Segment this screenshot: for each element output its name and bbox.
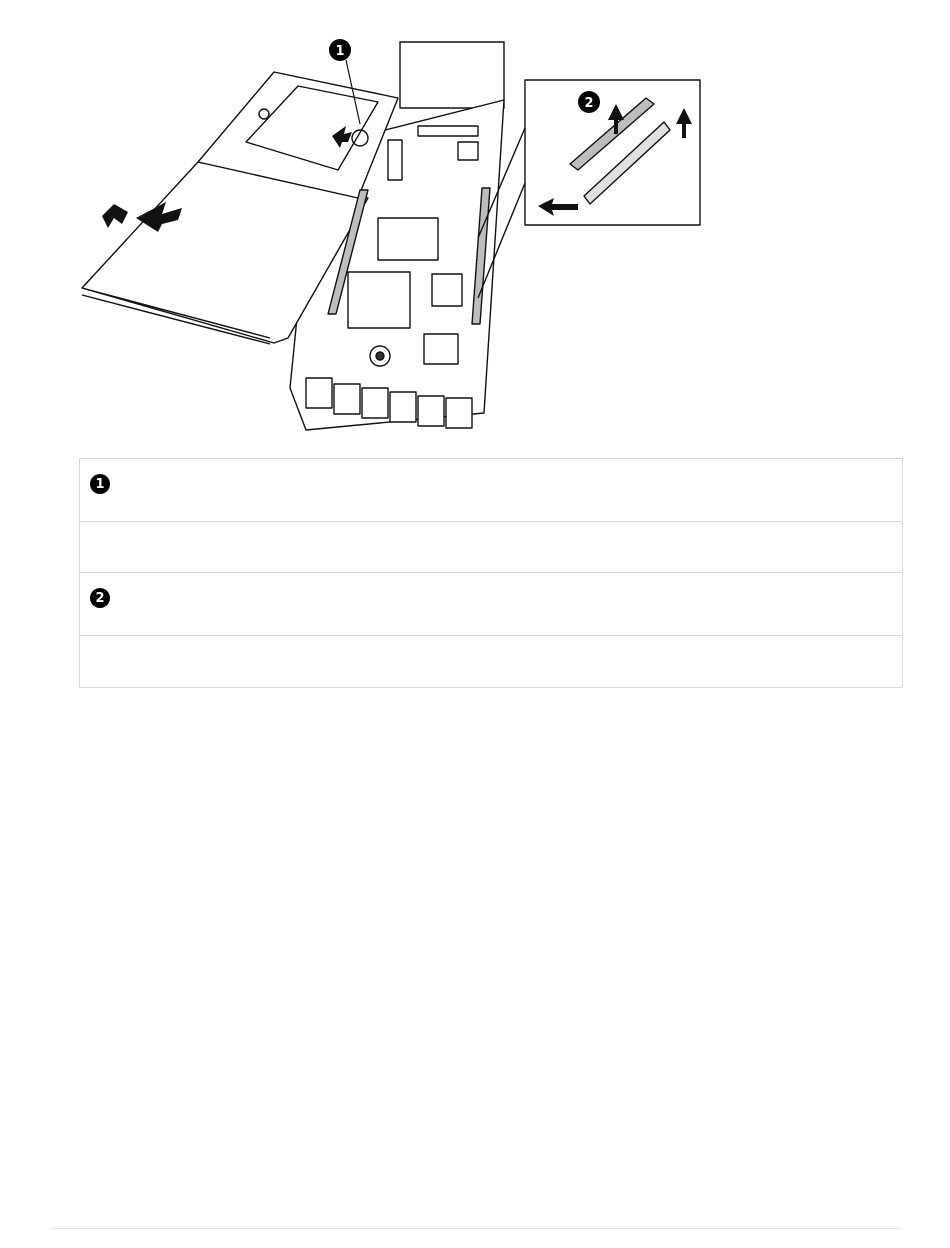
footer-divider (50, 1228, 902, 1229)
heatsink-upper (378, 218, 438, 260)
legend-row-1-description (80, 522, 902, 573)
callout-1-badge: 1 (90, 474, 110, 494)
callout-legend-table (79, 458, 903, 688)
dimm-replacement-illustration (78, 38, 703, 443)
legend-row-2 (80, 573, 902, 636)
callout-2 (578, 91, 600, 113)
heatsink-lower (348, 272, 410, 328)
legend-row-2-description (80, 636, 902, 687)
callout-2-badge: 2 (90, 588, 110, 608)
chassis-rear-block (400, 42, 504, 108)
callout-2-label: 2 (584, 96, 594, 111)
rotate-arrow-icon (102, 204, 128, 228)
controller-module-drawing (78, 38, 703, 443)
callout-1-label: 1 (335, 44, 345, 59)
legend-row-1 (80, 459, 902, 522)
